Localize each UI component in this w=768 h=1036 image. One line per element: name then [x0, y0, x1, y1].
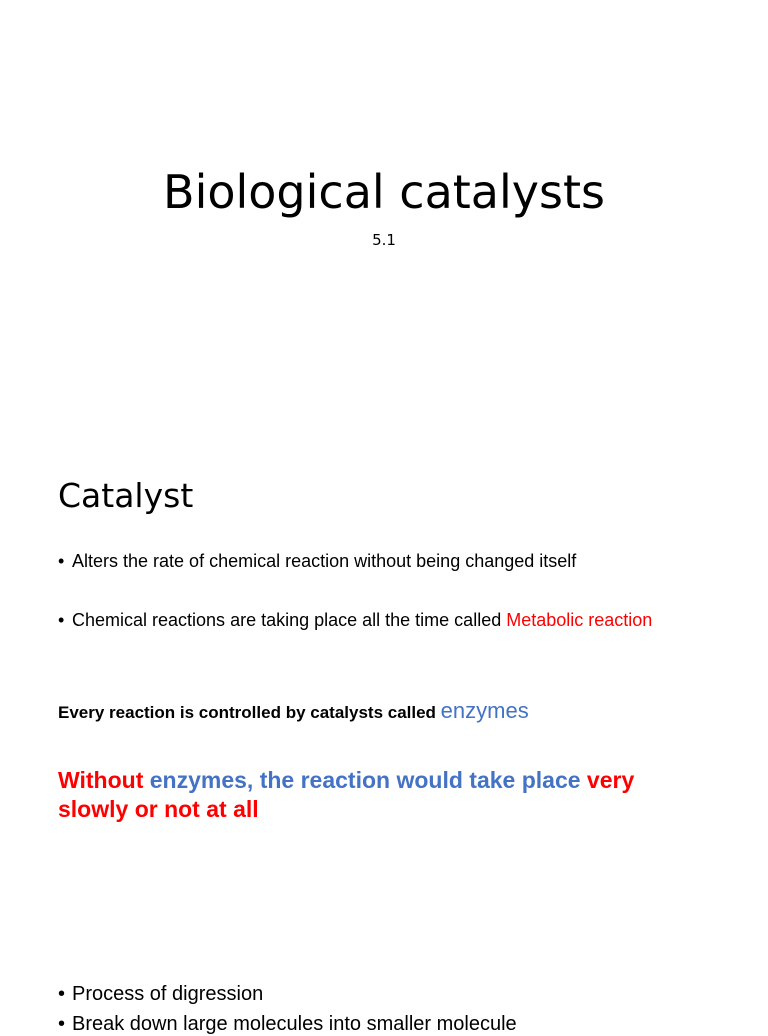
- slide-title: Biological catalysts: [163, 165, 605, 219]
- enzymes-statement: [58, 696, 529, 728]
- section-heading: Catalyst: [58, 476, 194, 515]
- without-enzymes-statement: [58, 766, 698, 824]
- highlight-enzymes: enzymes: [440, 698, 529, 723]
- bullet-item: [58, 608, 652, 632]
- bullet-item: [58, 549, 576, 573]
- bullet-item: [58, 982, 263, 1006]
- bullet-dot-icon: •: [58, 983, 66, 1005]
- bullet-dot-icon: •: [58, 551, 65, 571]
- bullet-text: Alters the rate of chemical reaction without being changed itself: [72, 551, 577, 571]
- enzymes-statement-text: Every reaction is controlled by catalysts called: [58, 703, 441, 722]
- very-slowly-text: very slowly or not at all: [58, 767, 635, 822]
- bullet-dot-icon: •: [58, 1013, 66, 1035]
- bullet-item: [58, 1012, 517, 1036]
- bullet-text: Process of digression: [72, 983, 264, 1005]
- bullet-text: Break down large molecules into smaller molecule: [72, 1013, 517, 1035]
- enzymes-reaction-text: enzymes, the reaction would take place: [149, 767, 587, 793]
- slide-subtitle: 5.1: [372, 231, 396, 249]
- highlight-metabolic-reaction: Metabolic reaction: [506, 610, 653, 630]
- bullet-text: Chemical reactions are taking place all the time called: [72, 610, 507, 630]
- without-text: Without: [58, 767, 150, 793]
- bullet-dot-icon: •: [58, 610, 65, 630]
